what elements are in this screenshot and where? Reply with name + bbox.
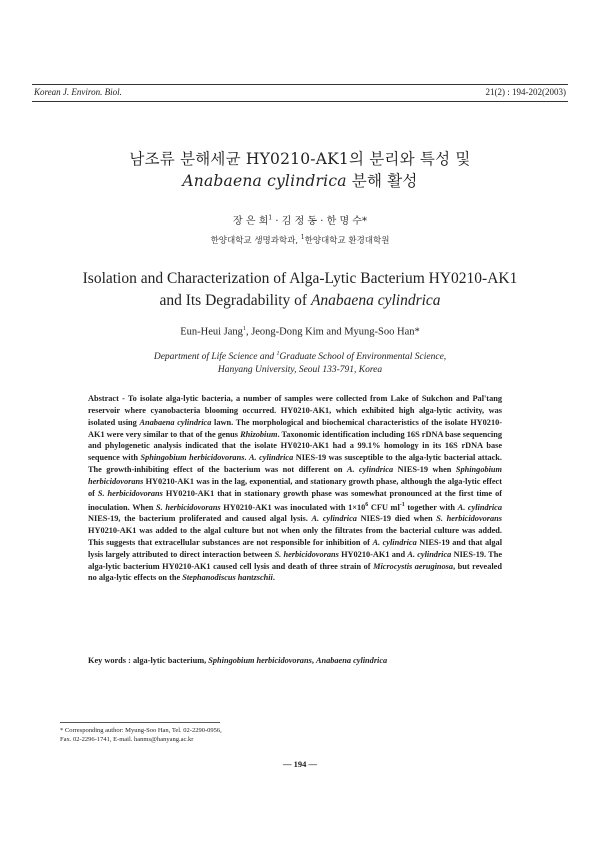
abstract-text: lawn. The morphological and biochemical characteristics of the isolate HY0210-AK1 were very similar to that of the genus <box>88 417 502 439</box>
header-rule-top <box>32 84 568 85</box>
korean-title-line2 <box>0 170 600 192</box>
footnote <box>60 726 222 744</box>
english-affiliation <box>0 348 600 377</box>
korean-author-rest: · 김 정 동 · 한 명 수* <box>272 216 367 227</box>
english-authors <box>0 326 600 338</box>
korean-author-sup: 1 <box>268 214 273 222</box>
korean-title-rest: 분해 활성 <box>346 172 418 190</box>
abstract-text: . <box>244 453 249 463</box>
english-title-line1: Isolation and Characterization of Alga-Lytic Bacterium HY0210-AK1 <box>82 270 518 287</box>
korean-author-first: 장 은 희 <box>233 216 269 227</box>
keywords-label: Key words : <box>88 656 133 665</box>
korean-affil-sup: 1 <box>300 234 305 242</box>
abstract-text: . Taxonomic identification including 16S rDNA base sequencing and phylogenetic analysis indicated that the isolate HY0210-AK1 had a 99.1% homology in its 16S rDNA base sequence with <box>88 429 502 463</box>
abstract-species: A. cylindrica <box>407 549 452 559</box>
abstract-text: NIES-19, the bacterium proliferated and caused algal lysis. <box>88 514 312 524</box>
footnote-rule <box>60 722 220 723</box>
english-affil-dept: Department of Life Science and <box>153 352 277 363</box>
korean-title-species: Anabaena cylindrica <box>182 172 347 190</box>
abstract-superscript: 6 <box>365 501 369 508</box>
abstract-text: NIES-19 when <box>393 465 456 475</box>
english-affil-sup: 1 <box>276 351 280 357</box>
abstract-text: NIES-19. The alga-lytic bacterium HY0210-AK1 caused cell lysis and death of three strain of <box>88 549 503 571</box>
footnote-line2: Fax. 02-2296-1741, E-mail. hanms@hanyang.ac.kr <box>60 736 194 743</box>
abstract-species: S. herbicidovorans <box>156 502 221 512</box>
english-title <box>20 268 580 312</box>
korean-title-line1: 남조류 분해세균 HY0210-AK1의 분리와 특성 및 <box>129 150 471 168</box>
english-author-first: Eun-Heui Jang <box>180 326 243 338</box>
volume-info: 21(2) : 194-202(2003) <box>485 87 566 97</box>
abstract-text: Abstract - To isolate alga-lytic bacteria, a number of samples were collected from Lake of Sukchon and Pal'tang reservoir where cyanobacteria blooming occurred. HY0210-AK1, which exhibited high alga-lytic activity, was isolated using <box>88 394 502 427</box>
english-title-line2 <box>20 290 580 312</box>
keywords <box>88 656 502 665</box>
korean-affiliation <box>0 234 600 246</box>
keyword-text: alga-lytic bacterium, <box>132 656 209 665</box>
abstract-text: HY0210-AK1 was inoculated with 1×10 <box>220 502 366 512</box>
abstract-species: A. cylindrica <box>457 502 502 512</box>
keyword-separator: , <box>311 656 316 665</box>
abstract-text: HY0210-AK1 was added to the algal culture but not when only the filtrates from the bacterial culture was added. This suggests that extracellular substances are not responsible for inhibition of <box>88 526 502 547</box>
abstract-superscript: -1 <box>399 501 405 508</box>
korean-title <box>0 148 600 192</box>
abstract-text: together with <box>404 502 458 512</box>
english-affil-line1 <box>0 348 600 364</box>
english-author-rest: , Jeong-Dong Kim and Myung-Soo Han* <box>245 326 420 338</box>
abstract-species: S. herbicidovorans <box>274 549 339 559</box>
abstract-text: , but revealed no alga-lytic effects on the <box>88 561 502 583</box>
korean-affil-first: 한양대학교 생명과학과, <box>210 236 301 246</box>
korean-affil-second: 한양대학교 환경대학원 <box>304 236 390 246</box>
abstract-text: CFU ml <box>368 502 400 512</box>
footnote-line1: * Corresponding author: Myung-Soo Han, Tel. 02-2290-0956, <box>60 727 222 734</box>
abstract <box>88 393 502 584</box>
abstract-species: A. cylindrica <box>249 453 294 463</box>
english-affil-school: Graduate School of Environmental Science, <box>279 352 447 363</box>
page-number: — 194 — <box>283 759 317 769</box>
header-rule-bottom <box>32 101 568 102</box>
abstract-text: NIES-19 was susceptible to the alga-lytic bacterial attack. The growth-inhibiting effect of the bacterium was not different on <box>88 453 502 475</box>
abstract-species: Rhizobium <box>240 429 278 439</box>
korean-authors <box>0 212 600 227</box>
abstract-species: Microcystis aeruginosa <box>373 561 454 571</box>
english-title-plain: and Its Degradability of <box>159 292 311 309</box>
abstract-text: . <box>272 573 275 583</box>
abstract-species: S. herbicidovorans <box>97 488 163 498</box>
abstract-species: S. herbicidovorans <box>436 514 503 524</box>
abstract-species: A. cylindrica <box>347 465 394 475</box>
keyword-species: Anabaena cylindrica <box>315 656 388 665</box>
abstract-text: NIES-19 died when <box>356 514 437 524</box>
english-affil-line2: Hanyang University, Seoul 133-791, Korea <box>217 365 383 376</box>
abstract-text: HY0210-AK1 and <box>338 549 408 559</box>
keyword-species: Sphingobium herbicidovorans <box>208 656 312 665</box>
abstract-species: Sphingobium herbicidovorans <box>140 453 245 463</box>
english-title-species: Anabaena cylindrica <box>310 292 441 309</box>
abstract-species: Stephanodiscus hantzschii <box>182 573 273 583</box>
abstract-species: Sphingobium herbicidovorans <box>88 465 502 486</box>
abstract-text: HY0210-AK1 that in stationary growth phase was somewhat pronounced at the first time of inoculation. When <box>88 488 502 512</box>
journal-name: Korean J. Environ. Biol. <box>34 87 122 97</box>
abstract-text: NIES-19 and that algal lysis largely attributed to direct interaction between <box>88 537 502 559</box>
running-header <box>34 87 566 97</box>
abstract-species: Anabaena cylindrica <box>139 417 212 427</box>
abstract-species: A. cylindrica <box>372 537 417 547</box>
abstract-text: HY0210-AK1 was in the lag, exponential, and stationary growth phase, although the alga-lytic effect of <box>88 476 502 498</box>
english-author-sup: 1 <box>242 326 246 332</box>
abstract-species: A. cylindrica <box>311 514 357 524</box>
